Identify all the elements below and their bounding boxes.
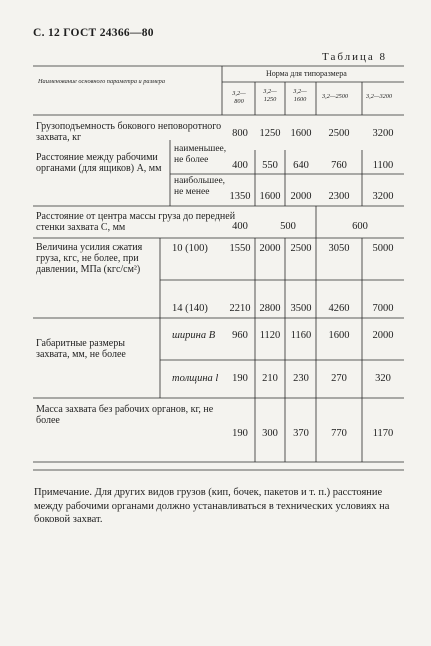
cell-value: 550 [262, 160, 278, 171]
cell-value: 5000 [372, 243, 394, 254]
table-title: Таблица 8 [322, 51, 388, 63]
cell-value: 300 [262, 428, 278, 439]
cell-value: 2000 [372, 330, 394, 341]
cell-value: 1600 [290, 128, 312, 139]
cell-value: 2000 [290, 191, 312, 202]
cell-value: 1250 [259, 128, 281, 139]
header-norm-label: Норма для типоразмера [266, 69, 347, 78]
cell-value: 2500 [328, 128, 350, 139]
cell-value: 1550 [229, 243, 251, 254]
sub-label: ширина B [172, 330, 216, 341]
cell-value: 1120 [259, 330, 281, 341]
cell-value: 2210 [229, 303, 251, 314]
cell-value: 270 [331, 373, 347, 384]
cell-value: 320 [375, 373, 391, 384]
table-note: Примечание. Для других видов грузов (кип, бочек, пакетов и т. п.) расстояние между рабочими органами должно устанавливаться в технических условиях на боковой захват. [34, 487, 390, 525]
sub-label: 14 (140) [172, 303, 208, 314]
row-label-mass: Масса захвата без рабочих органов, кг, не более [36, 404, 214, 426]
row-label-clamp-force: Величина усилия сжатия груза, кгс, не более, при давлении, МПа (кгс/см²) [36, 242, 143, 275]
cell-value: 230 [293, 373, 309, 384]
cell-value: 3500 [290, 303, 312, 314]
cell-value: 210 [262, 373, 278, 384]
header-param-label: Наименование основного параметра и размера [38, 78, 165, 85]
sub-label: наименьшее, не более [174, 144, 227, 165]
row-label-center-mass: Расстояние от центра массы груза до передней стенки захвата С, мм [36, 211, 236, 233]
cell-value: 7000 [372, 303, 394, 314]
cell-value: 400 [232, 221, 248, 232]
page-header: С. 12 ГОСТ 24366—80 [33, 27, 154, 39]
cell-value: 2500 [290, 243, 312, 254]
cell-value: 1600 [328, 330, 350, 341]
row-label-distance: Расстояние между рабочими органами (для ящиков) A, мм [36, 152, 162, 174]
cell-value: 640 [293, 160, 309, 171]
cell-value: 1600 [259, 191, 281, 202]
row-label-dimensions: Габаритные размеры захвата, мм, не более [36, 338, 126, 360]
cell-value: 1160 [290, 330, 312, 341]
cell-value: 1350 [229, 191, 251, 202]
cell-value: 1100 [372, 160, 394, 171]
cell-value: 960 [232, 330, 248, 341]
cell-value: 800 [232, 128, 248, 139]
sub-label: 10 (100) [172, 243, 208, 254]
cell-value: 3050 [328, 243, 350, 254]
cell-value: 190 [232, 428, 248, 439]
size-label: 3,2—1600 [293, 88, 307, 103]
cell-value: 1170 [372, 428, 394, 439]
cell-value: 4260 [328, 303, 350, 314]
cell-value: 370 [293, 428, 309, 439]
cell-value: 2000 [259, 243, 281, 254]
sub-label: наибольшее, не менее [174, 176, 226, 197]
cell-value: 500 [280, 221, 296, 232]
size-label: 3,2—2500 [322, 93, 349, 100]
cell-value: 3200 [372, 191, 394, 202]
cell-value: 760 [331, 160, 347, 171]
size-label: 3,2—800 [232, 90, 246, 105]
cell-value: 400 [232, 160, 248, 171]
size-label: 3,2—1250 [263, 88, 277, 103]
cell-value: 2300 [328, 191, 350, 202]
cell-value: 3200 [372, 128, 394, 139]
cell-value: 770 [331, 428, 347, 439]
row-label-capacity: Грузоподъемность бокового неповоротного захвата, кг [36, 121, 222, 143]
size-label: 3,2—3200 [366, 93, 393, 100]
cell-value: 190 [232, 373, 248, 384]
sub-label: толщина l [172, 373, 219, 384]
cell-value: 600 [352, 221, 368, 232]
cell-value: 2800 [259, 303, 281, 314]
